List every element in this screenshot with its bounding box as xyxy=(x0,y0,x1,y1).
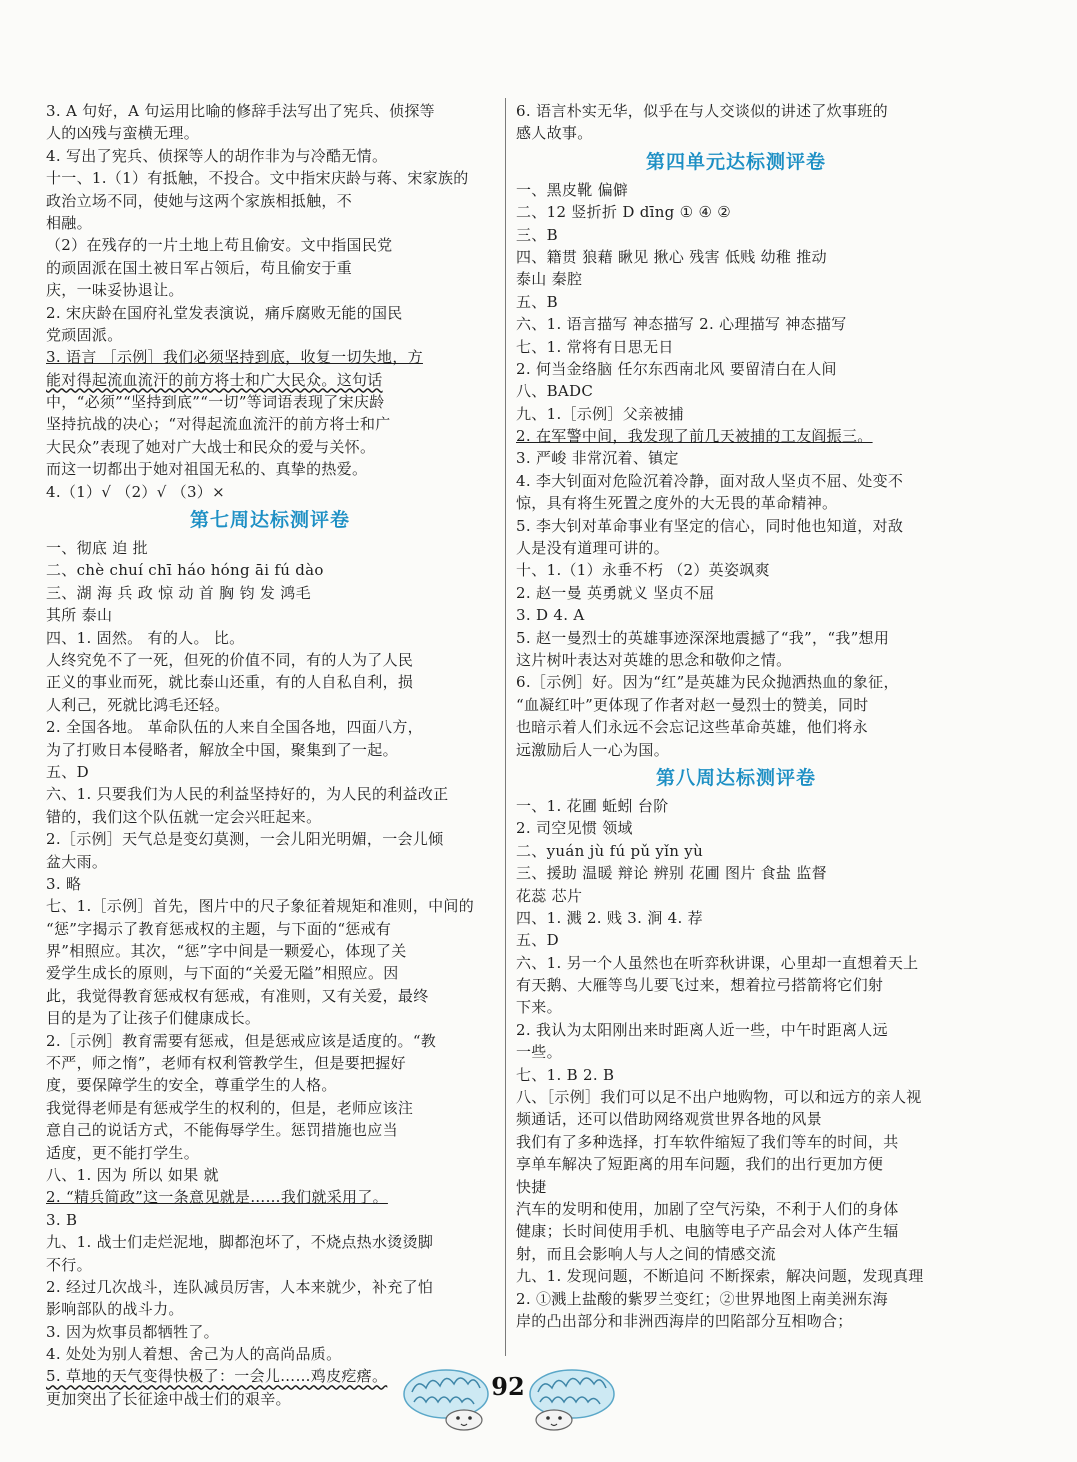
answer-line: 频通话，还可以借助网络观赏世界各地的风景 xyxy=(516,1110,823,1129)
answer-line: 正义的事业而死，就比泰山还重，有的人自私自利，损 xyxy=(46,673,414,692)
answer-line: 人的凶残与蛮横无理。 xyxy=(46,124,200,143)
answer-line: 能对得起流血流汗的前方将士和广大民众。这句话 xyxy=(46,370,383,389)
answer-line: 惊，具有将生死置之度外的大无畏的革命精神。 xyxy=(516,494,838,513)
right-column xyxy=(516,100,956,1332)
answer-line: 2. 赵一曼 英勇就义 坚贞不屈 xyxy=(516,583,715,602)
answer-line: 4. 写出了宪兵、侦探等人的胡作非为与冷酷无情。 xyxy=(46,146,388,165)
answer-line: 七、1. B 2. B xyxy=(516,1065,615,1084)
answer-line: 五、B xyxy=(516,292,558,311)
answer-line: 2. “精兵简政”这一条意见就是……我们就采用了。 xyxy=(46,1188,388,1207)
answer-line: 2.［示例］教育需要有惩戒，但是惩戒应该是适度的。“教 xyxy=(46,1031,437,1050)
answer-line: 健康；长时间使用手机、电脑等电子产品会对人体产生辐 xyxy=(516,1222,899,1241)
answer-line: 2. 我认为太阳刚出来时距离人近一些，中午时距离人远 xyxy=(516,1020,888,1039)
answer-line: 五、D xyxy=(46,762,89,781)
answer-line: 花蕊 芯片 xyxy=(516,886,583,905)
curly-head-left-icon xyxy=(404,1370,488,1430)
answer-line: 错的，我们这个队伍就一定会兴旺起来。 xyxy=(46,807,322,826)
section-heading: 第四单元达标测评卷 xyxy=(645,150,826,173)
column-divider xyxy=(505,98,506,1356)
answer-line: 人是没有道理可讲的。 xyxy=(516,539,670,558)
answer-line: 有天鹅、大雁等鸟儿要飞过来，想着拉弓搭箭将它们射 xyxy=(516,976,884,995)
answer-line: 6.［示例］好。因为“红”是英雄为民众抛洒热血的象征， xyxy=(516,673,899,692)
answer-line: 适度，更不能打学生。 xyxy=(46,1143,200,1162)
answer-line: 的顽固派在国土被日军占领后，苟且偷安于重 xyxy=(46,258,353,277)
section-heading: 第七周达标测评卷 xyxy=(189,509,350,532)
answer-line: 九、1.［示例］父亲被捕 xyxy=(516,404,684,423)
answer-line: 二、chè chuí chī háo hóng āi fú dào xyxy=(46,561,324,580)
curly-head-right-icon xyxy=(530,1370,614,1430)
answer-line: 七、1. 常将有日思无日 xyxy=(516,337,674,356)
answer-line: 3. A 句好，A 句运用比喻的修辞手法写出了宪兵、侦探等 xyxy=(46,102,435,120)
answer-line: 六、1. 只要我们为人民的利益坚持好的，为人民的利益改正 xyxy=(46,785,449,804)
answer-line: 3. 因为炊事员都牺牲了。 xyxy=(46,1322,219,1341)
answer-line: 盆大雨。 xyxy=(46,852,108,871)
answer-line: 意自己的说话方式，不能侮辱学生。惩罚措施也应当 xyxy=(46,1121,398,1140)
answer-line: 四、籍贯 狼藉 瞅见 揪心 残害 低贱 幼稚 推动 xyxy=(516,247,827,266)
page-number: 92 xyxy=(491,1372,525,1401)
answer-line: 十、1.（1）永垂不朽 （2）英姿飒爽 xyxy=(516,561,770,580)
answer-line: 十一、1.（1）有抵触，不投合。文中指宋庆龄与蒋、宋家族的 xyxy=(46,169,469,188)
answer-line: 4. 处处为别人着想、舍己为人的高尚品质。 xyxy=(46,1345,342,1364)
answer-line: 二、yuán jù fú pǔ yǐn yù xyxy=(516,841,704,860)
section-heading: 第八周达标测评卷 xyxy=(655,766,816,789)
answer-line: 4. 李大钊面对危险沉着冷静，面对敌人坚贞不屈、处变不 xyxy=(516,471,904,490)
answer-line: 3. B xyxy=(46,1210,78,1229)
answer-line: 政治立场不同，使她与这两个家族相抵触，不 xyxy=(46,191,353,210)
answer-line: 中，“必须”“坚持到底”“一切”等词语表现了宋庆龄 xyxy=(46,393,385,412)
answer-line: 3. D 4. A xyxy=(516,606,585,625)
answer-line: 爱学生成长的原则，与下面的“关爱无隘”相照应。因 xyxy=(46,964,399,983)
answer-line: 2. 宋庆龄在国府礼堂发表演说，痛斥腐败无能的国民 xyxy=(46,303,403,322)
answer-line: 下来。 xyxy=(516,998,562,1017)
answer-line: 泰山 秦腔 xyxy=(516,270,583,289)
answer-line: 2. 何当金络脑 任尔东西南北风 要留清白在人间 xyxy=(516,359,837,378)
answer-line: 六、1. 语言描写 神态描写 2. 心理描写 神态描写 xyxy=(516,315,847,334)
answer-line: 更加突出了长征途中战士们的艰辛。 xyxy=(46,1389,291,1408)
answer-line: 2. ①溅上盐酸的紫罗兰变红；②世界地图上南美洲东海 xyxy=(516,1289,888,1308)
answer-line: 我们有了多种选择，打车软件缩短了我们等车的时间，共 xyxy=(516,1132,899,1151)
answer-line: 5. 赵一曼烈士的英雄事迹深深地震撼了“我”，“我”想用 xyxy=(516,628,890,647)
left-column xyxy=(46,100,494,1410)
answer-line: 我觉得老师是有惩戒学生的权利的，但是，老师应该注 xyxy=(46,1098,414,1117)
answer-line: 享单车解决了短距离的用车问题，我们的出行更加方便 xyxy=(516,1155,884,1174)
answer-line: 一些。 xyxy=(516,1043,562,1062)
answer-line: 2. 司空见惯 领域 xyxy=(516,819,633,838)
answer-line: “血凝红叶”更体现了作者对赵一曼烈士的赞美，同时 xyxy=(516,695,869,714)
answer-line: 人终究免不了一死，但死的价值不同，有的人为了人民 xyxy=(46,650,414,669)
answer-line: 相融。 xyxy=(46,213,92,232)
answer-line: 岸的凸出部分和非洲西海岸的凹陷部分互相吻合； xyxy=(516,1311,853,1330)
answer-line: 人利己，死就比鸿毛还轻。 xyxy=(46,695,230,714)
answer-line: 5. 李大钊对革命事业有坚定的信心，同时他也知道，对敌 xyxy=(516,516,904,535)
answer-line: 3. 语言 ［示例］我们必须坚持到底，收复一切失地，方 xyxy=(46,348,423,367)
answer-line: 2. 全国各地。 革命队伍的人来自全国各地，四面八方， xyxy=(46,718,423,737)
answer-line: 远激励后人一心为国。 xyxy=(516,740,670,759)
answer-line: 4.（1）√ （2）√ （3）× xyxy=(46,482,225,501)
answer-line: 2.［示例］天气总是变幻莫测，一会儿阳光明媚，一会儿倾 xyxy=(46,830,444,849)
answer-line: 影响部队的战斗力。 xyxy=(46,1300,184,1319)
answer-line: 二、12 竖折折 D dīng ① ④ ② xyxy=(516,203,732,222)
answer-line: 其所 泰山 xyxy=(46,606,113,625)
answer-line: 党顽固派。 xyxy=(46,325,123,344)
answer-line: 不严，师之惰”，老师有权利管教学生，但是要把握好 xyxy=(46,1054,406,1073)
answer-line: 此，我觉得教育惩戒权有惩戒，有准则，又有关爱，最终 xyxy=(46,986,429,1005)
answer-line: 汽车的发明和使用，加剧了空气污染，不利于人们的身体 xyxy=(516,1199,899,1218)
answer-line: 大民众”表现了她对广大战士和民众的爱与关怀。 xyxy=(46,437,376,456)
answer-line: 八、1. 因为 所以 如果 就 xyxy=(46,1165,219,1184)
answer-line: “惩”字揭示了教育惩戒权的主题，与下面的“惩戒有 xyxy=(46,919,392,938)
answer-line: 6. 语言朴实无华，似乎在与人交谈似的讲述了炊事班的 xyxy=(516,102,888,120)
answer-line: 七、1.［示例］首先，图片中的尺子象征着规矩和准则，中间的 xyxy=(46,897,475,916)
answer-line: 六、1. 另一个人虽然也在听弈秋讲课，心里却一直想着天上 xyxy=(516,953,919,972)
answer-line: 九、1. 战士们走烂泥地，脚都泡坏了，不烧点热水烫烫脚 xyxy=(46,1233,434,1252)
answer-line: 界”相照应。其次，“惩”字中间是一颗爱心，体现了关 xyxy=(46,942,407,961)
answer-line: 快捷 xyxy=(516,1177,547,1196)
answer-line: 目的是为了让孩子们健康成长。 xyxy=(46,1009,261,1028)
answer-line: 度，要保障学生的安全，尊重学生的人格。 xyxy=(46,1076,337,1095)
answer-line: 五、D xyxy=(516,931,559,950)
answer-line: 一、彻底 迫 批 xyxy=(46,539,148,558)
answer-line: 5. 草地的天气变得快极了：一会儿……鸡皮疙瘩。 xyxy=(46,1367,388,1386)
answer-line: 八、BADC xyxy=(516,382,594,401)
answer-line: 三、援助 温暖 辩论 辨别 花圃 图片 食盐 监督 xyxy=(516,864,827,883)
answer-line: 这片树叶表达对英雄的思念和敬仰之情。 xyxy=(516,650,792,669)
page-footer xyxy=(398,1362,620,1438)
answer-line: 一、1. 花圃 蚯蚓 台阶 xyxy=(516,796,669,815)
answer-line: 八、［示例］我们可以足不出户地购物，可以和远方的亲人视 xyxy=(516,1088,922,1107)
answer-line: 一、黑皮靴 偏僻 xyxy=(516,180,629,199)
answer-line: 感人故事。 xyxy=(516,124,593,143)
answer-line: 2. 在军警中间，我发现了前几天被捕的工友阎振三。 xyxy=(516,427,873,446)
answer-line: 庆，一味妥协退让。 xyxy=(46,281,184,300)
answer-line: 2. 经过几次战斗，连队减员厉害，人本来就少，补充了怕 xyxy=(46,1277,434,1296)
answer-line: 三、湖 海 兵 政 惊 动 首 胸 钧 发 鸿毛 xyxy=(46,583,311,602)
answer-line: 坚持抗战的决心；“对得起流血流汗的前方将士和广 xyxy=(46,415,391,434)
answer-line: 四、1. 固然。 有的人。 比。 xyxy=(46,628,245,647)
answer-line: 四、1. 溅 2. 贱 3. 涧 4. 荐 xyxy=(516,908,703,927)
answer-line: 而这一切都出于她对祖国无私的、真挚的热爱。 xyxy=(46,460,368,479)
answer-line: 不行。 xyxy=(46,1255,92,1274)
answer-line: 三、B xyxy=(516,225,558,244)
answer-line: 九、1. 发现问题，不断追问 不断探索，解决问题，发现真理 xyxy=(516,1267,924,1286)
answer-line: 3. 略 xyxy=(46,874,82,893)
answer-line: （2）在残存的一片土地上苟且偷安。文中指国民党 xyxy=(46,236,393,255)
answer-line: 射，而且会影响人与人之间的情感交流 xyxy=(516,1244,777,1263)
answer-line: 也暗示着人们永远不会忘记这些革命英雄，他们将永 xyxy=(516,718,868,737)
answer-line: 为了打败日本侵略者，解放全中国，聚集到了一起。 xyxy=(46,740,398,759)
answer-line: 3. 严峻 非常沉着、镇定 xyxy=(516,449,679,468)
